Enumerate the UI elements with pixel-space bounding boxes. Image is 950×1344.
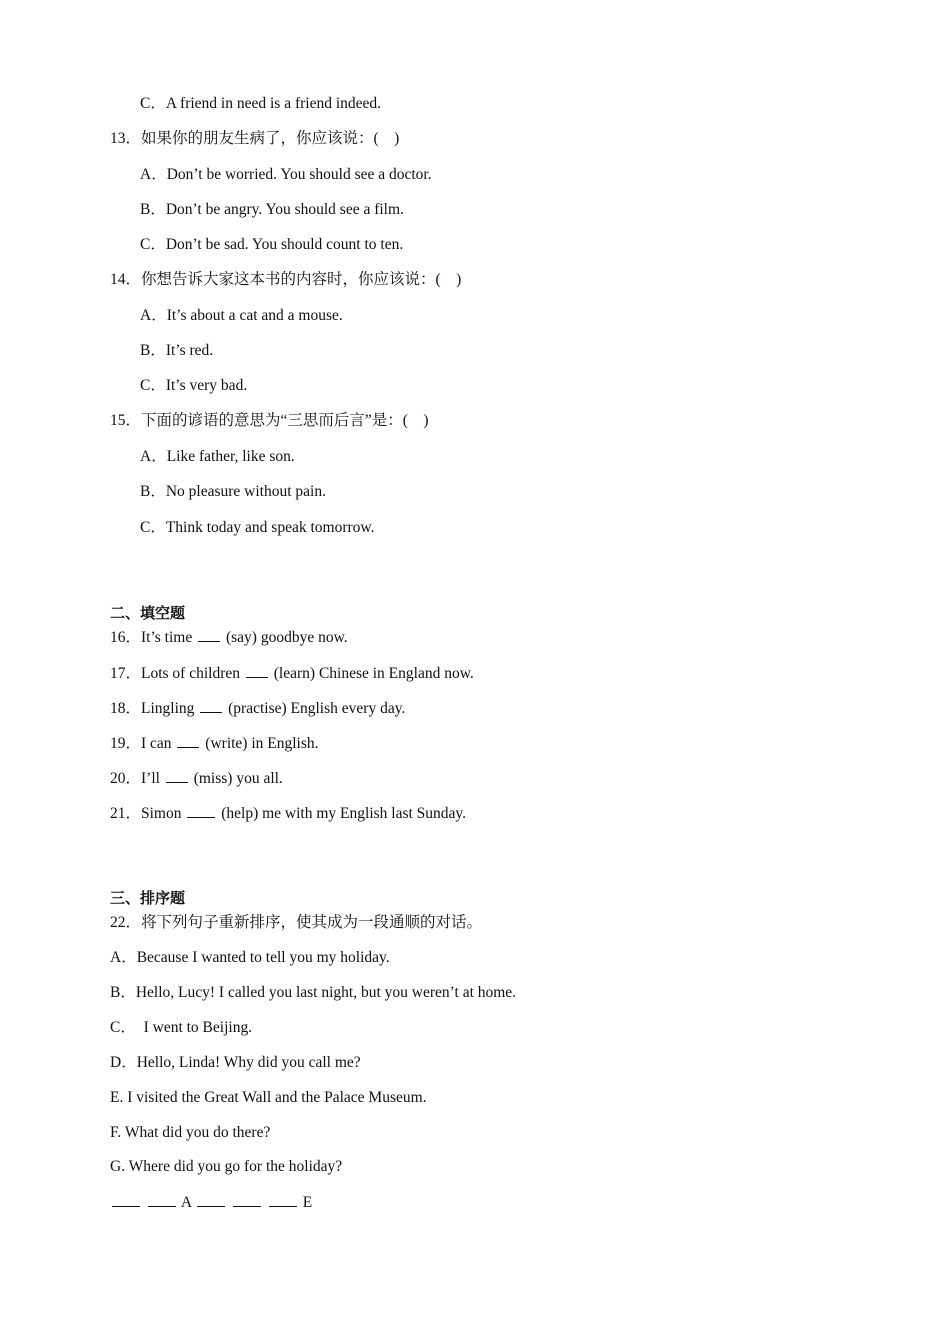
sentence-a: A．Because I wanted to tell you my holiday. bbox=[110, 949, 390, 966]
section2-heading: 二、填空题 bbox=[110, 604, 186, 622]
sentence-b: B．Hello, Lucy! I called you last night, but you weren’t at home. bbox=[110, 984, 517, 1001]
answer-blank[interactable] bbox=[177, 733, 199, 748]
q13-option-b: B．Don’t be angry. You should see a film. bbox=[140, 201, 404, 218]
sentence-d: D．Hello, Linda! Why did you call me? bbox=[110, 1054, 361, 1071]
sentence-e: E. I visited the Great Wall and the Palace Museum. bbox=[110, 1089, 427, 1106]
q13-option-a: A．Don’t be worried. You should see a doctor. bbox=[140, 166, 432, 183]
order-answer-row: A E bbox=[110, 1192, 312, 1213]
q14-option-b: B．It’s red. bbox=[140, 342, 214, 359]
q12-option-c: C．A friend in need is a friend indeed. bbox=[140, 95, 382, 112]
sentence-f: F. What did you do there? bbox=[110, 1124, 271, 1141]
q15-option-b: B．No pleasure without pain. bbox=[140, 483, 326, 500]
q15-option-c: C．Think today and speak tomorrow. bbox=[140, 519, 375, 536]
answer-blank[interactable] bbox=[198, 627, 220, 642]
answer-blank[interactable] bbox=[187, 803, 215, 818]
q18: 18．Lingling (practise) English every day. bbox=[110, 700, 406, 717]
order-blank-1[interactable] bbox=[112, 1192, 140, 1207]
order-blank-4[interactable] bbox=[233, 1192, 261, 1207]
section3-heading: 三、排序题 bbox=[110, 889, 186, 907]
q14-stem: 14．你想告诉大家这本书的内容时，你应该说：( ) bbox=[110, 271, 462, 288]
answer-blank[interactable] bbox=[200, 698, 222, 713]
sentence-c: C． I went to Beijing. bbox=[110, 1019, 253, 1036]
q15-stem: 15．下面的谚语的意思为“三思而后言”是：( ) bbox=[110, 412, 429, 429]
order-blank-5[interactable] bbox=[269, 1192, 297, 1207]
q14-option-c: C．It’s very bad. bbox=[140, 377, 248, 394]
q22-stem: 22．将下列句子重新排序，使其成为一段通顺的对话。 bbox=[110, 914, 483, 931]
answer-blank[interactable] bbox=[166, 768, 188, 783]
q19: 19．I can (write) in English. bbox=[110, 735, 319, 752]
q15-option-a: A．Like father, like son. bbox=[140, 448, 295, 465]
q13-stem: 13．如果你的朋友生病了，你应该说：( ) bbox=[110, 130, 400, 147]
sentence-g: G. Where did you go for the holiday? bbox=[110, 1158, 343, 1175]
answer-blank[interactable] bbox=[246, 663, 268, 678]
q17: 17．Lots of children (learn) Chinese in England now. bbox=[110, 665, 474, 682]
q16: 16．It’s time (say) goodbye now. bbox=[110, 629, 348, 646]
q21: 21．Simon (help) me with my English last Sunday. bbox=[110, 805, 467, 822]
order-blank-3[interactable] bbox=[197, 1192, 225, 1207]
q20: 20．I’ll (miss) you all. bbox=[110, 770, 283, 787]
order-blank-2[interactable] bbox=[148, 1192, 176, 1207]
q13-option-c: C．Don’t be sad. You should count to ten. bbox=[140, 236, 404, 253]
q14-option-a: A．It’s about a cat and a mouse. bbox=[140, 307, 343, 324]
